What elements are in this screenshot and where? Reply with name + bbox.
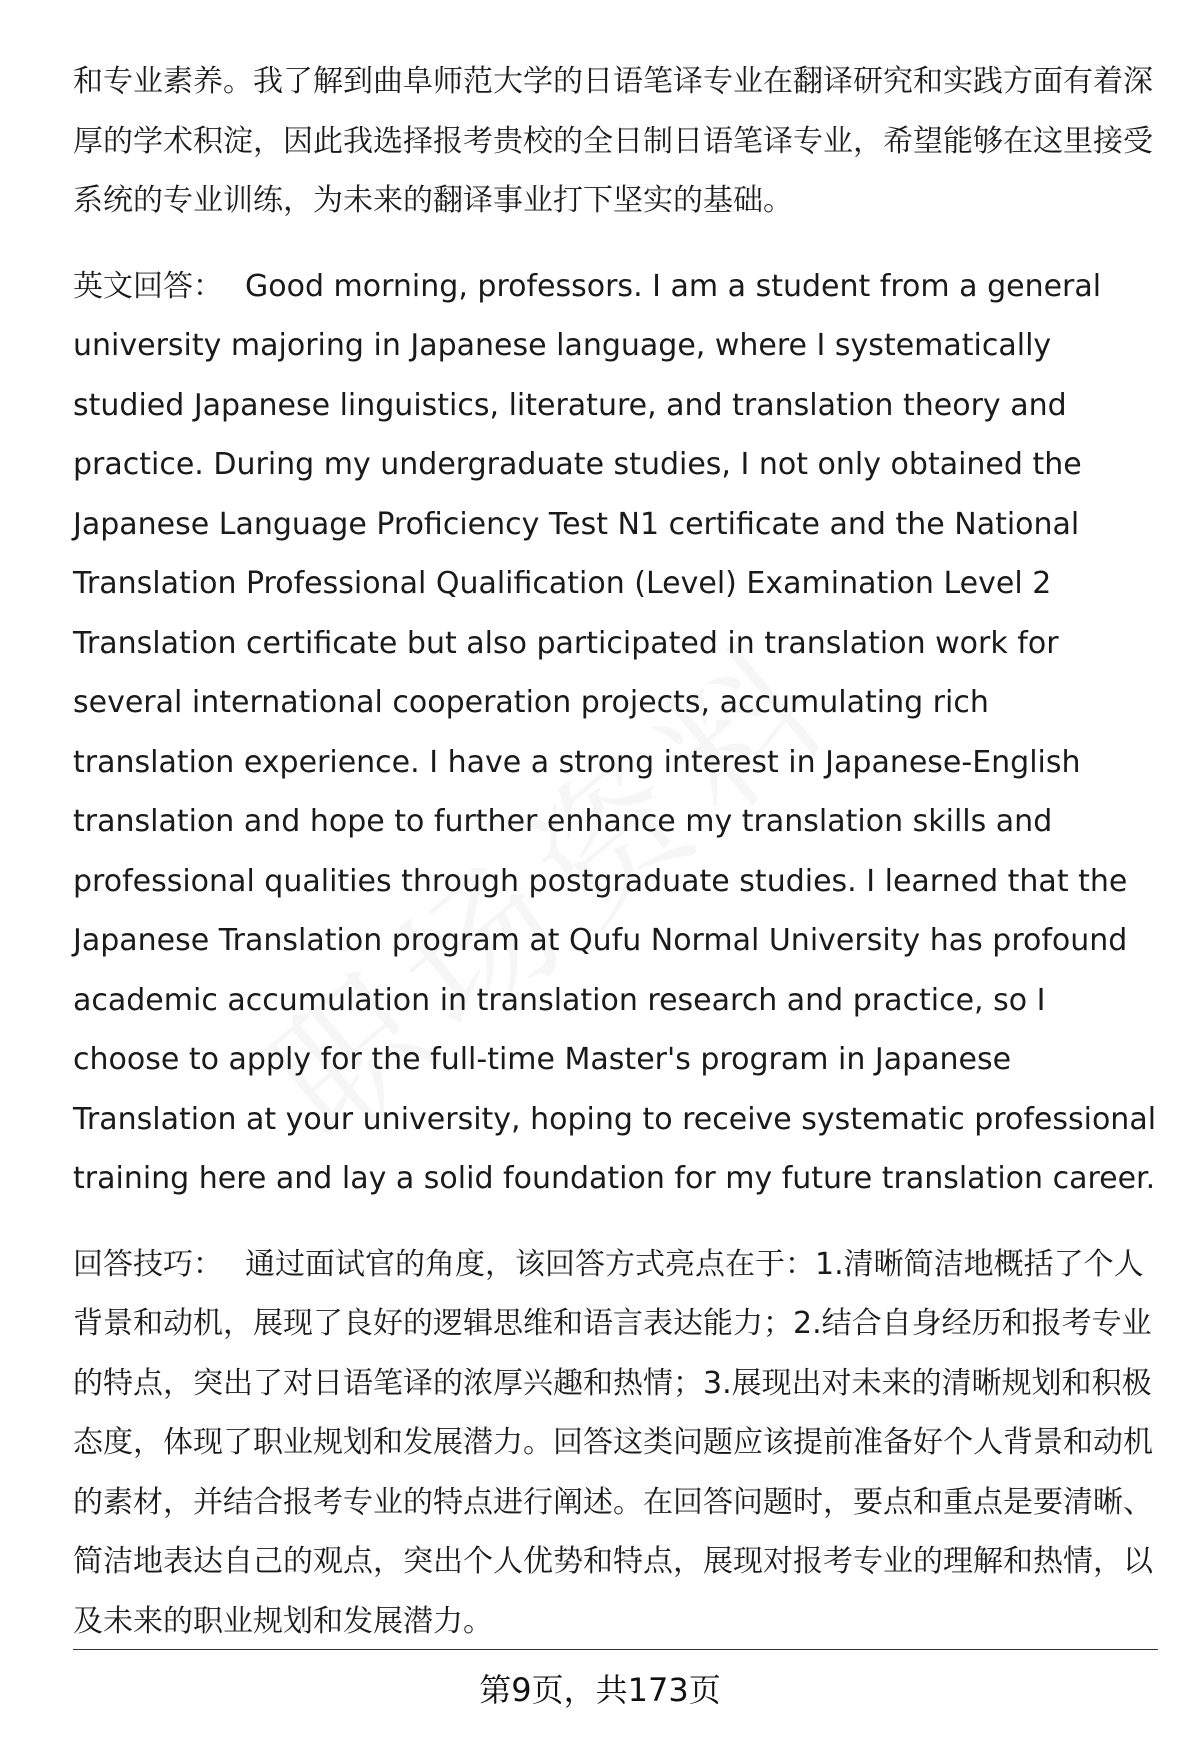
document-body — [73, 52, 1158, 1651]
page-number: 第9页，共173页 — [479, 1671, 721, 1709]
english-answer-text: Good morning, professors. I am a student from a general university majoring in Japanese language, where I systematically studied Japanese linguistics, literature, and translation theory and practice. During my undergraduate studies, I not only obtained the Japanese Language Proficiency Test N1 certificate and the National Translation Professional Qualification (Level) Examination Level 2 Translation certificate but also participated in translation work for several international cooperation projects, accumulating rich translation experience. I have a strong interest in Japanese-English translation and hope to further enhance my translation skills and professional qualities through postgraduate studies. I learned that the Japanese Translation program at Qufu Normal University has profound academic accumulation in translation research and practice, so I choose to apply for the full-time Master's program in Japanese Translation at your university, hoping to receive systematic professional training here and lay a solid foundation for my future translation career. — [73, 268, 1157, 1196]
answer-tips-label: 回答技巧： — [73, 1246, 223, 1282]
english-answer-label: 英文回答： — [73, 268, 223, 304]
answer-tips-paragraph — [73, 1235, 1158, 1652]
english-answer-paragraph — [73, 257, 1158, 1209]
answer-tips-text: 通过面试官的角度，该回答方式亮点在于：1.清晰简洁地概括了个人背景和动机，展现了良好的逻辑思维和语言表达能力；2.结合自身经历和报考专业的特点，突出了对日语笔译的浓厚兴趣和热情；3.展现出对未来的清晰规划和积极态度，体现了职业规划和发展潜力。回答这类问题应该提前准备好个人背景和动机的素材，并结合报考专业的特点进行阐述。在回答问题时，要点和重点是要清晰、简洁地表达自己的观点，突出个人优势和特点，展现对报考专业的理解和热情，以及未来的职业规划和发展潜力。 — [73, 1246, 1153, 1639]
paragraph-continuation: 和专业素养。我了解到曲阜师范大学的日语笔译专业在翻译研究和实践方面有着深厚的学术积淀，因此我选择报考贵校的全日制日语笔译专业，希望能够在这里接受系统的专业训练，为未来的翻译事业打下坚实的基础。 — [73, 64, 1153, 218]
footer-divider — [73, 1649, 1158, 1650]
